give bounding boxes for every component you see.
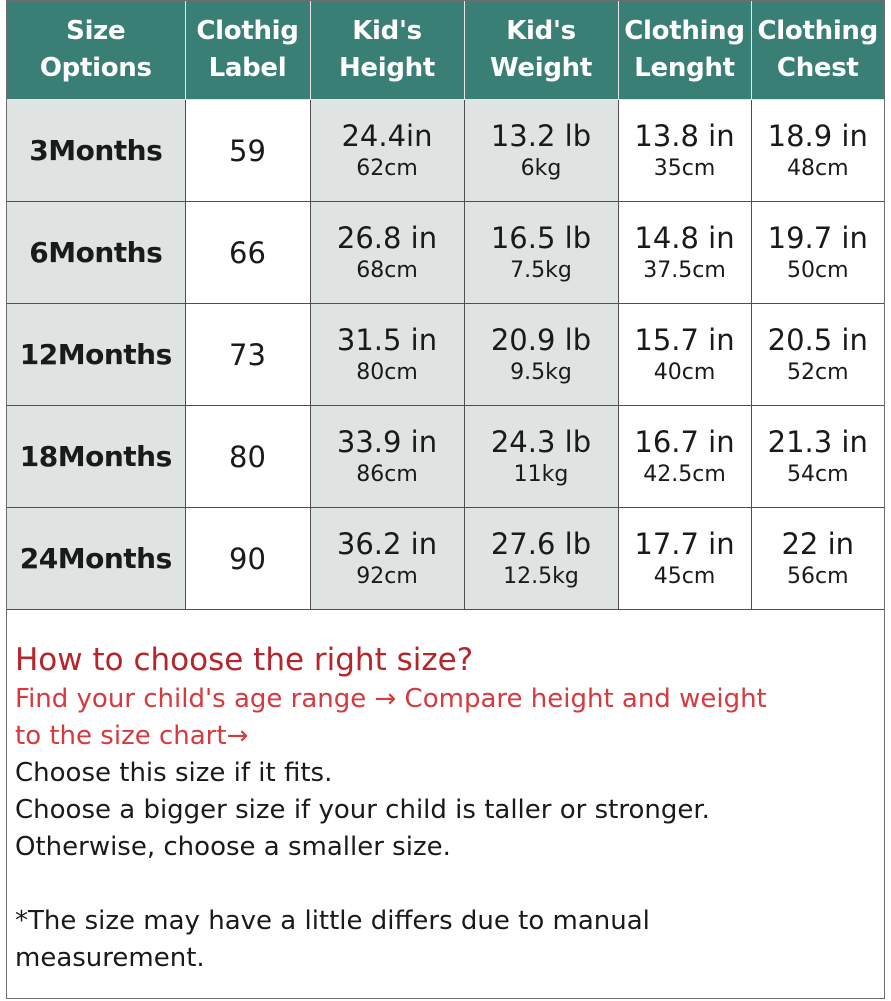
size-cell: 24Months: [7, 508, 185, 610]
header-clothing-label: Clothig Label: [185, 1, 310, 100]
size-guide-notes: [15, 639, 877, 977]
weight-cell: 13.2 lb 6kg: [464, 100, 618, 202]
table-header-row: [7, 1, 884, 100]
disclaimer-line-2: measurement.: [15, 943, 205, 973]
table-row: [7, 304, 884, 406]
height-cell: 36.2 in 92cm: [310, 508, 464, 610]
notes-title: How to choose the right size?: [15, 642, 474, 678]
chest-cell: 18.9 in 48cm: [751, 100, 884, 202]
header-clothing-length: Clothing Lenght: [618, 1, 751, 100]
height-cell: 26.8 in 68cm: [310, 202, 464, 304]
disclaimer-line-1: *The size may have a little differs due to manual: [15, 906, 650, 936]
size-table: [7, 1, 884, 610]
notes-spacer: [15, 866, 877, 903]
table-row: [7, 100, 884, 202]
notes-instruction-line-2: to the size chart→: [15, 721, 249, 751]
chest-cell: 22 in 56cm: [751, 508, 884, 610]
label-cell: 73: [185, 304, 310, 406]
table-row: [7, 508, 884, 610]
size-cell: 6Months: [7, 202, 185, 304]
weight-cell: 27.6 lb 12.5kg: [464, 508, 618, 610]
notes-instruction-line-1: Find your child's age range → Compare height and weight: [15, 684, 767, 714]
header-size-options: Size Options: [7, 1, 185, 100]
label-cell: 80: [185, 406, 310, 508]
size-chart: [6, 0, 885, 999]
length-cell: 15.7 in 40cm: [618, 304, 751, 406]
size-cell: 12Months: [7, 304, 185, 406]
length-cell: 16.7 in 42.5cm: [618, 406, 751, 508]
chest-cell: 20.5 in 52cm: [751, 304, 884, 406]
length-cell: 17.7 in 45cm: [618, 508, 751, 610]
height-cell: 31.5 in 80cm: [310, 304, 464, 406]
notes-line-1: Choose this size if it fits.: [15, 758, 333, 788]
notes-line-2: Choose a bigger size if your child is taller or stronger.: [15, 795, 710, 825]
table-row: [7, 202, 884, 304]
header-kids-height: Kid's Height: [310, 1, 464, 100]
notes-line-3: Otherwise, choose a smaller size.: [15, 832, 451, 862]
header-kids-weight: Kid's Weight: [464, 1, 618, 100]
height-cell: 33.9 in 86cm: [310, 406, 464, 508]
weight-cell: 20.9 lb 9.5kg: [464, 304, 618, 406]
label-cell: 66: [185, 202, 310, 304]
length-cell: 13.8 in 35cm: [618, 100, 751, 202]
chest-cell: 21.3 in 54cm: [751, 406, 884, 508]
label-cell: 59: [185, 100, 310, 202]
size-cell: 18Months: [7, 406, 185, 508]
size-cell: 3Months: [7, 100, 185, 202]
header-clothing-chest: Clothing Chest: [751, 1, 884, 100]
label-cell: 90: [185, 508, 310, 610]
weight-cell: 16.5 lb 7.5kg: [464, 202, 618, 304]
height-cell: 24.4in 62cm: [310, 100, 464, 202]
length-cell: 14.8 in 37.5cm: [618, 202, 751, 304]
table-row: [7, 406, 884, 508]
weight-cell: 24.3 lb 11kg: [464, 406, 618, 508]
chest-cell: 19.7 in 50cm: [751, 202, 884, 304]
